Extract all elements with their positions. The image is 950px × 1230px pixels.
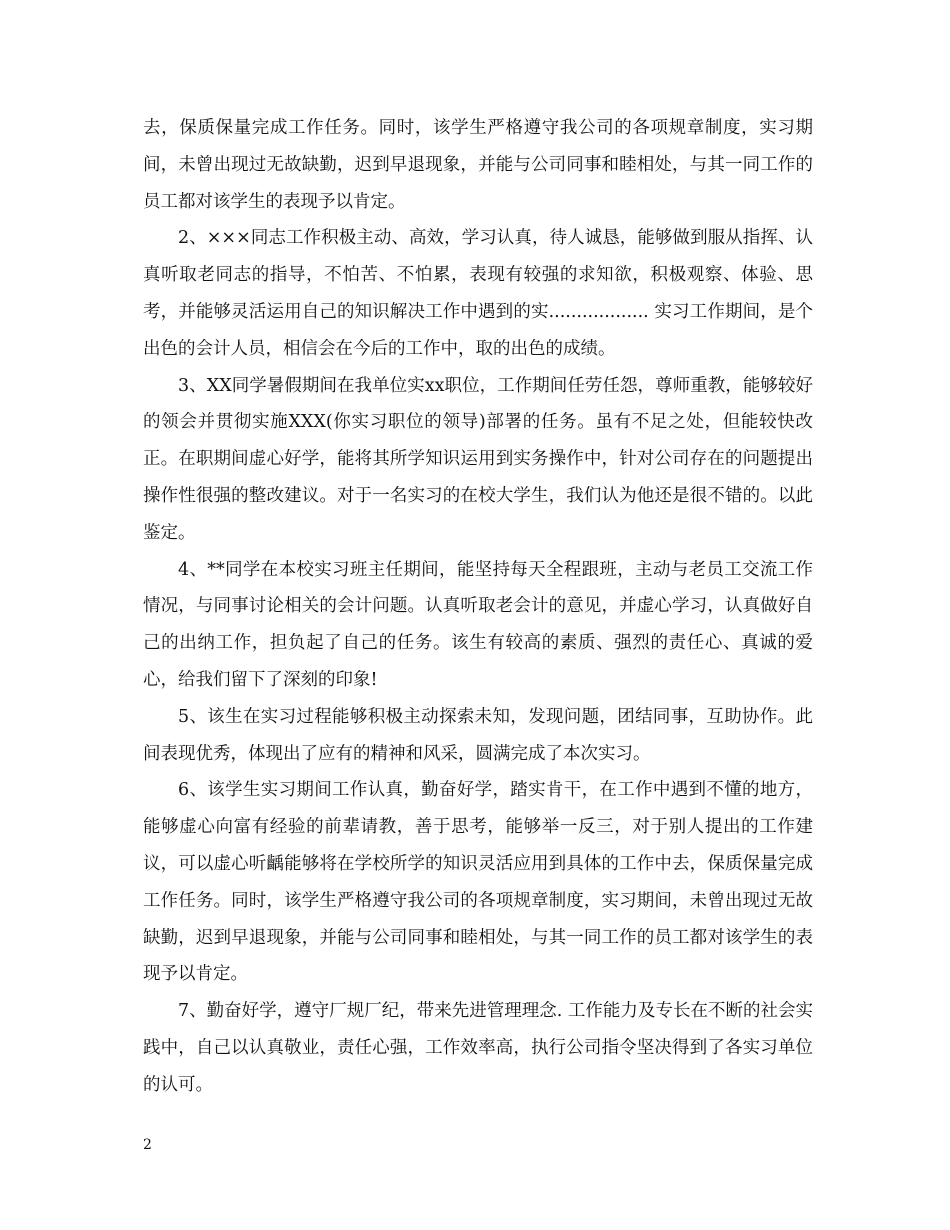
page-number: 2 — [143, 1137, 152, 1153]
paragraph-item-6: 6、该学生实习期间工作认真，勤奋好学，踏实肯干，在工作中遇到不懂的地方，能够虚心向富有经验的前辈请教，善于思考，能够举一反三，对于别人提出的工作建议，可以虚心听齲能够将在学校所学的知识灵活应用到具体的工作中去，保质保量完成工作任务。同时，该学生严格遵守我公司的各项规章制度，实习期间，未曾出现过无故缺勤，迟到早退现象，并能与公司同事和睦相处，与其一同工作的员工都对该学生的表现予以肯定。 — [143, 780, 813, 985]
paragraph-item-3: 3、XX同学暑假期间在我单位实xx职位，工作期间任劳任怨，尊师重教，能够较好的领会并贯彻实施XXX(你实习职位的领导)部署的任务。虽有不足之处，但能较快改正。在职期间虚心好学，能将其所学知识运用到实务操作中，针对公司存在的问题提出操作性很强的整改建议。对于一名实习的在校大学生，我们认为他还是很不错的。以此鉴定。 — [143, 375, 813, 543]
paragraph-item-4: 4、**同学在本校实习班主任期间，能坚持每天全程跟班，主动与老员工交流工作情况，与同事讨论相关的会计问题。认真听取老会计的意见，并虚心学习，认真做好自己的出纳工作，担负起了自己的任务。该生有较高的素质、强烈的责任心、真诚的爱心，给我们留下了深刻的印象! — [143, 559, 813, 690]
paragraph-item-2: 2、×××同志工作积极主动、高效，学习认真，待人诚恳，能够做到服从指挥、认真听取老同志的指导，不怕苦、不怕累，表现有较强的求知欲，积极观察、体验、思考，并能够灵活运用自己的知识解决工作中遇到的实.................. 实习工作期间，是个出色的会计人员，相信会在今后的工作中，取的出色的成绩。 — [143, 228, 813, 359]
paragraph-item-7: 7、勤奋好学，遵守厂规厂纪，带来先进管理理念. 工作能力及专长在不断的社会实践中，自己以认真敬业，责任心强，工作效率高，执行公司指令坚决得到了各实习单位的认可。 — [143, 1001, 813, 1095]
paragraph-item-5: 5、该生在实习过程能够积极主动探索未知，发现问题，团结同事，互助协作。此间表现优秀，体现出了应有的精神和风采，圆满完成了本次实习。 — [143, 706, 813, 764]
page-body — [143, 110, 813, 1104]
paragraph-continued: 去，保质保量完成工作任务。同时，该学生严格遵守我公司的各项规章制度，实习期间，未曾出现过无故缺勤，迟到早退现象，并能与公司同事和睦相处，与其一同工作的员工都对该学生的表现予以肯定。 — [143, 118, 813, 212]
